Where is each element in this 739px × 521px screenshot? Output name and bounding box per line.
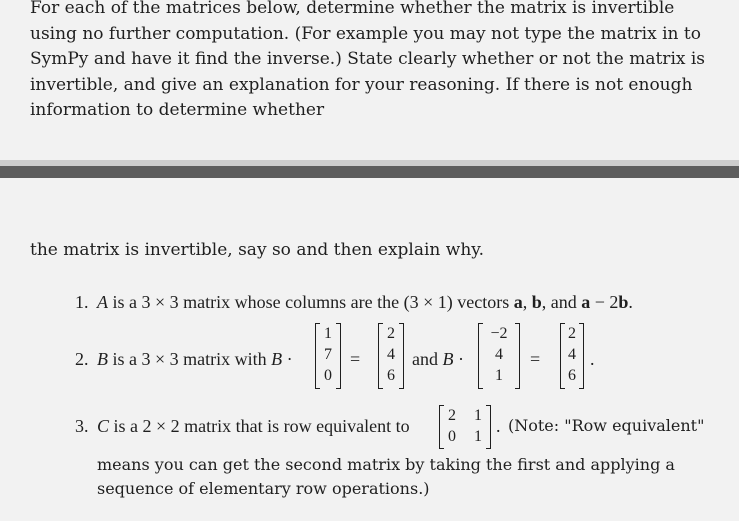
vector-3 <box>478 323 520 389</box>
period: . <box>590 349 595 369</box>
matrix-row <box>439 405 491 426</box>
vector-entry: 2 <box>568 325 576 342</box>
vector-entry: 0 <box>324 367 332 384</box>
vector-b: b <box>531 292 542 312</box>
note-text-start: (Note: "Row equivalent" <box>508 416 705 435</box>
separator: , and <box>541 292 582 312</box>
item-number: 2. <box>75 349 89 369</box>
matrix-entry: 0 <box>448 428 456 445</box>
dot-operator: · <box>282 349 293 369</box>
separator: , <box>522 292 532 312</box>
vector-entry: 6 <box>568 367 576 384</box>
matrix-entry: 2 <box>448 407 456 424</box>
vector-entry: 1 <box>495 367 503 384</box>
matrix-variable: B <box>97 349 108 369</box>
period: . <box>496 416 501 436</box>
matrix-variable: B <box>442 349 454 369</box>
matrix-variable: C <box>97 416 110 436</box>
vector-1 <box>315 323 341 389</box>
vector-entry: 7 <box>324 346 332 363</box>
vector-entry: 2 <box>387 325 395 342</box>
list-item-3 <box>75 416 410 437</box>
matrix-entry: 1 <box>474 407 482 424</box>
matrix-variable: B <box>271 349 283 369</box>
intro-text-bottom: the matrix is invertible, say so and then explain why. <box>30 240 485 260</box>
item-text: is a 3 × 3 matrix whose columns are the (3 × 1) vectors <box>112 292 514 312</box>
matrix-variable: A <box>97 292 108 312</box>
vector-entry: 1 <box>324 325 332 342</box>
vector-entry: 4 <box>387 346 395 363</box>
vector-entry: −2 <box>490 325 508 342</box>
vector-4 <box>560 323 584 389</box>
list-item-2 <box>75 349 293 370</box>
minus-two: − 2 <box>590 292 619 312</box>
vector-a: a <box>581 292 591 312</box>
equals-sign: = <box>530 349 541 369</box>
item-number: 3. <box>75 416 89 436</box>
vector-2 <box>378 323 404 389</box>
matrix-2x2 <box>439 405 491 449</box>
vector-entry: 6 <box>387 367 395 384</box>
matrix-row <box>439 426 491 447</box>
and-word: and <box>412 349 438 369</box>
intro-text-top: For each of the matrices below, determine whether the matrix is invertible using no further computation. (For example you may not type the matrix in to SymPy and have it find the inverse.) State clearly whether or not the matrix is invertible, and give an explanation for your reasoning. If there is not enough information to determine whether <box>30 0 706 120</box>
equals-sign: = <box>350 349 361 369</box>
item-text: is a 2 × 2 matrix that is row equivalent to <box>113 416 410 436</box>
list-item-1 <box>75 292 633 313</box>
period: . <box>628 292 633 312</box>
divider-dark <box>0 166 739 178</box>
vector-a: a <box>513 292 523 312</box>
matrix-entry: 1 <box>474 428 482 445</box>
vector-b: b <box>618 292 629 312</box>
vector-entry: 4 <box>568 346 576 363</box>
vector-entry: 4 <box>495 346 503 363</box>
item-text: is a 3 × 3 matrix with <box>112 349 272 369</box>
and-text <box>412 349 464 370</box>
note-text-continued: means you can get the second matrix by taking the first and applying a sequence of elementary row operations.) <box>97 455 675 498</box>
item-number: 1. <box>75 292 89 312</box>
dot-operator: · <box>453 349 464 369</box>
intro-panel-top <box>0 0 739 160</box>
